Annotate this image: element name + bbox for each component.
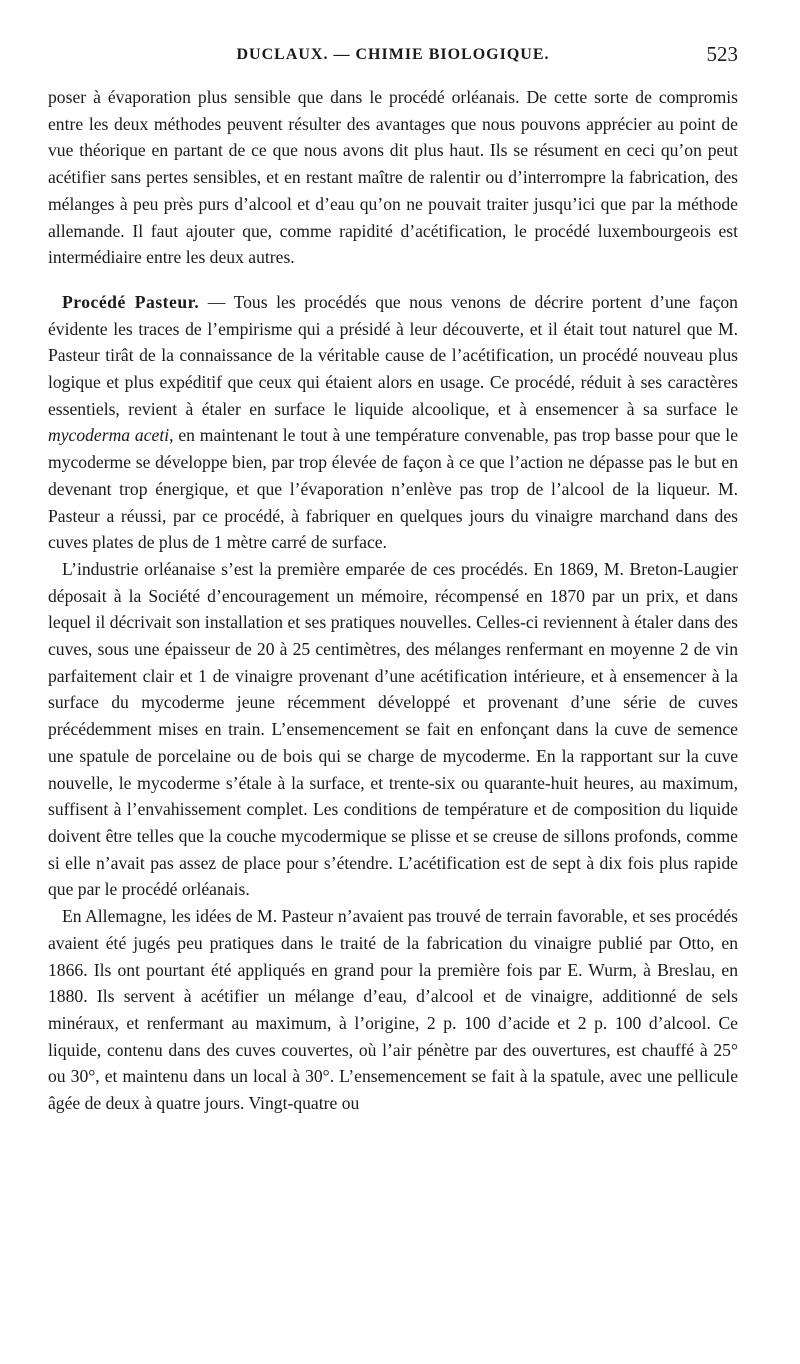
- paragraph-text: poser à évaporation plus sensible que dans le procédé orléanais. De cette sorte de compromis entre les deux méthodes peuvent résulter des avantages que nous pouvons apprécier au point de vue théorique en partant de ce que nous avons dit plus haut. Ils se résument en ceci qu’on peut acétifier sans pertes sensibles, et en restant maître de ralentir ou d’interrompre la fabrication, des mélanges à peu près purs d’alcool et d’eau qu’on ne pouvait traiter jusqu’ici que par la méthode allemande. Il faut ajouter que, comme rapidité d’acétification, le procédé luxembourgeois est intermédiaire entre les deux autres.: [48, 87, 738, 268]
- page-number: 523: [706, 42, 738, 66]
- paragraph-continuation: [48, 84, 738, 271]
- running-title: DUCLAUX. — CHIMIE BIOLOGIQUE.: [236, 46, 550, 63]
- body-text: [48, 84, 738, 1117]
- paragraph-industrie-orleanaise: [48, 556, 738, 903]
- paragraph-text: En Allemagne, les idées de M. Pasteur n’avaient pas trouvé de terrain favorable, et ses procédés avaient été jugés peu pratiques dans le traité de la fabrication du vinaigre publié par Otto, en 1866. Ils ont pourtant été appliqués en grand pour la première fois par E. Wurm, à Breslau, en 1880. Ils servent à acétifier un mélange d’eau, d’alcool et de vinaigre, additionné de sels minéraux, et renfermant au maximum, à l’origine, 2 p. 100 d’acide et 2 p. 100 d’alcool. Ce liquide, contenu dans des cuves couvertes, où l’air pénètre par des ouvertures, est chauffé à 25° ou 30°, et maintenu dans un local à 30°. L’ensemencement se fait à la spatule, avec une pellicule âgée de deux à quatre jours. Vingt-quatre ou: [48, 906, 738, 1114]
- species-name: mycoderma aceti: [48, 425, 170, 446]
- lead-separator: —: [199, 291, 234, 312]
- section-lead-heading: Procédé Pasteur.: [62, 291, 200, 312]
- paragraph-procede-pasteur: [48, 289, 738, 556]
- paragraph-text-continued: , en maintenant le tout à une température convenable, pas trop basse pour que le mycoderme se développe bien, par trop élevée de façon à ce que l’action ne dépasse pas le but en devenant trop énergique, et que l’évaporation n’enlève pas trop de l’alcool de la liqueur. M. Pasteur a réussi, par ce procédé, à fabriquer en quelques jours du vinaigre marchand dans des cuves plates de plus de 1 mètre carré de surface.: [48, 425, 738, 553]
- paragraph-text: Tous les procédés que nous venons de décrire portent d’une façon évidente les traces de l’empirisme qui a présidé à leur découverte, et il était tout naturel que M. Pasteur tirât de la connaissance de la véritable cause de l’acétification, un procédé nouveau plus logique et plus expéditif que ceux qui étaient alors en usage. Ce procédé, réduit à ses caractères essentiels, revient à étaler en surface le liquide alcoolique, et à ensemencer à sa surface le: [48, 291, 738, 419]
- paragraph-text: L’industrie orléanaise s’est la première emparée de ces procédés. En 1869, M. Breton-Laugier déposait à la Société d’encouragement un mémoire, récompensé en 1870 par un prix, et dans lequel il décrivait son installation et ses pratiques nouvelles. Celles-ci reviennent à étaler dans des cuves, sous une épaisseur de 20 à 25 centimètres, des mélanges renfermant en moyenne 2 de vin parfaitement clair et 1 de vinaigre provenant d’une acétification intérieure, et à ensemencer à la surface du mycoderme jeune récemment développé et provenant d’une série de cuves précédemment mises en train. L’ensemencement se fait en enfonçant dans la cuve de semence une spatule de porcelaine ou de bois qui se charge de mycoderme. En la rapportant sur la cuve nouvelle, le mycoderme s’étale à la surface, et trente-six ou quarante-huit heures, au maximum, suffisent à l’envahissement complet. Les conditions de température et de composition du liquide doivent être telles que la couche mycodermique se plisse et se creuse de sillons profonds, comme si elle n’avait pas assez de place pour s’étendre. L’acétification est de sept à dix fois plus rapide que par le procédé orléanais.: [48, 558, 738, 900]
- paragraph-allemagne: [48, 903, 738, 1117]
- page-header: [48, 40, 738, 70]
